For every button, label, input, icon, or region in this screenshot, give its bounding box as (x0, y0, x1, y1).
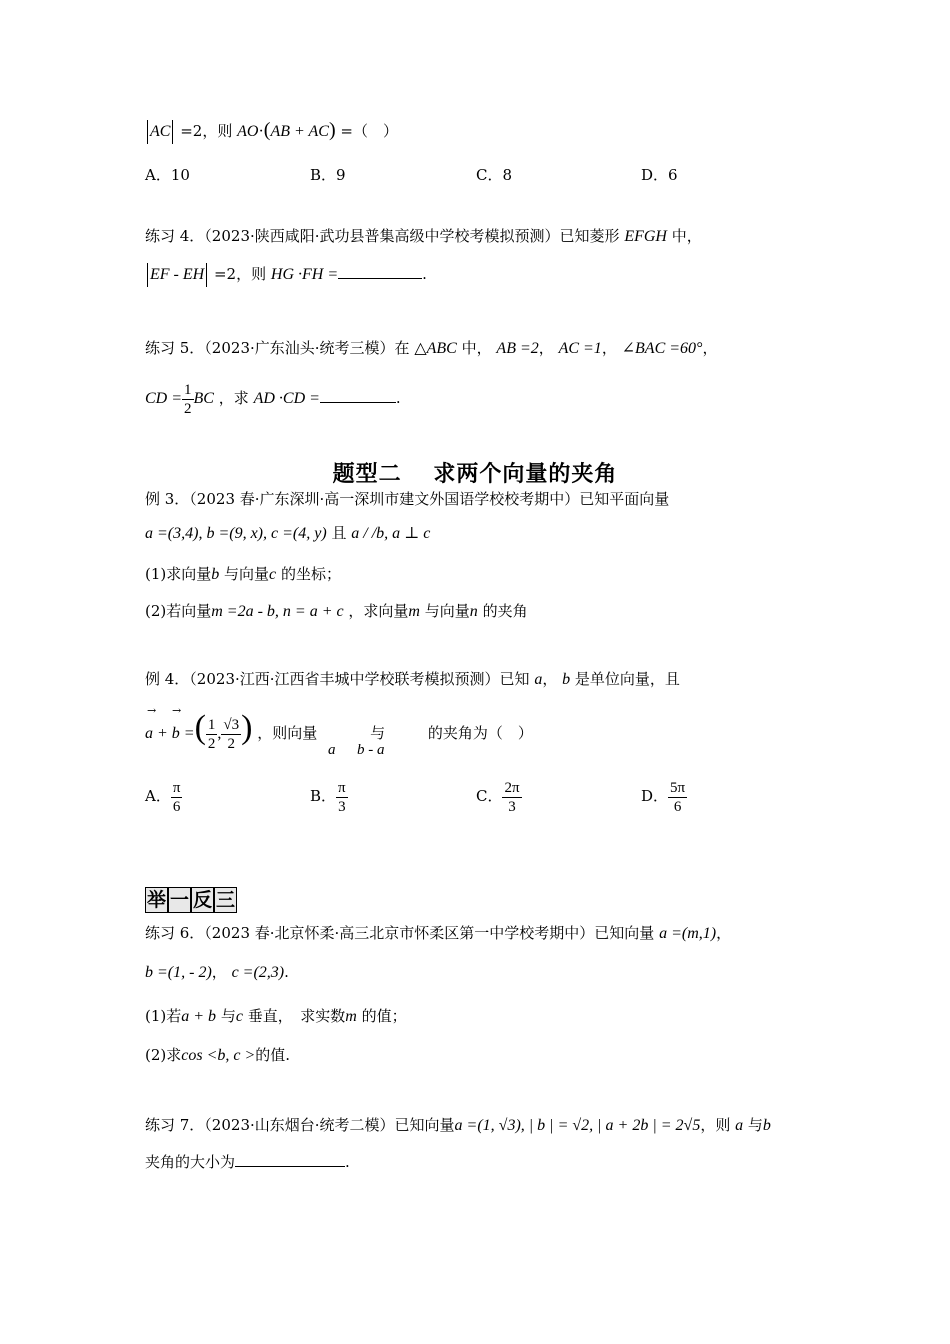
ex4-label: 练习 4．（2023·陕西咸阳·武功县普集高级中学校考模拟预测）已知菱形 (145, 227, 620, 245)
fraction (221, 716, 241, 753)
text: . (395, 389, 401, 407)
text: ， (542, 670, 558, 688)
text: (1)若 (145, 1007, 182, 1025)
fraction (668, 779, 687, 816)
text: 的夹角 (482, 602, 528, 620)
eg3-line1: 例 3．（2023 春·广东深圳·高一深圳市建文外国语学校校考期中）已知平面向量 (145, 490, 670, 508)
eg4-vec-a: a (328, 742, 336, 758)
text: ， (538, 339, 554, 357)
text: 与 (220, 1007, 236, 1025)
fraction (171, 779, 183, 816)
option-letter: A． (145, 787, 171, 805)
vector-arrow-icon: → (172, 704, 182, 717)
eg3-cond: a / /b, a ⊥ c (351, 525, 431, 542)
fraction (502, 779, 521, 816)
text: (2)求 (145, 1046, 182, 1064)
answer-blank[interactable] (320, 388, 396, 403)
frac-num: π (172, 779, 181, 796)
frac-num: π (338, 779, 346, 796)
var-a: a (735, 1117, 744, 1134)
ex4-line2 (145, 263, 427, 287)
boxed-title (145, 887, 237, 913)
option-d: D．6 (641, 166, 678, 184)
ex6-c-expr: c =(2,3) (231, 964, 285, 981)
expr-ab-ac: AB + AC (270, 123, 329, 140)
text: 夹角的大小为 (145, 1153, 236, 1171)
boxed-char: 一 (170, 889, 190, 911)
text: ， (601, 339, 617, 357)
ex6-label: 练习 6．（2023 春·北京怀柔·高三北京市怀柔区第一中学校考期中）已知向量 (145, 924, 655, 942)
option-letter: D． (641, 787, 669, 805)
frac-den: 6 (673, 798, 682, 815)
text: =2，则 (180, 122, 233, 140)
eg4-option-c (476, 776, 522, 816)
option-c: C．8 (476, 166, 513, 184)
ex7-line1 (145, 1115, 771, 1136)
eg4-sum: a + b = (145, 725, 195, 742)
var-n: n (469, 603, 478, 620)
eg3-q1 (145, 564, 341, 585)
ex6-q2-expr: cos <b, c > (181, 1047, 256, 1064)
frac-den: 2 (227, 735, 236, 752)
frac-num: 5π (670, 779, 686, 796)
eg4-line2 (145, 708, 533, 754)
ex5-label: 练习 5．（2023·广东汕头·统考三模）在 (145, 339, 410, 357)
ex5-ab: AB =2 (496, 340, 539, 357)
text: ，则 (700, 1116, 731, 1134)
paren: ( (194, 709, 206, 746)
text: . (422, 265, 427, 283)
text: ，求向量 (348, 602, 409, 620)
text: . (345, 1153, 350, 1171)
boxed-char: 三 (216, 889, 236, 911)
text: 与 (370, 724, 386, 742)
ex6-q1-expr: a + b (181, 1008, 217, 1025)
ex4-shape: EFGH (624, 228, 667, 245)
frac-den: 3 (508, 798, 516, 815)
frac-num: 1 (184, 381, 192, 398)
eg3-q2-expr: m =2a - b, n = a + c (211, 603, 344, 620)
paren: ( (263, 119, 271, 141)
ex4-abs: EF - EH (150, 266, 205, 283)
text: 的坐标； (280, 565, 341, 583)
frac-num: 2π (504, 779, 520, 796)
expr-ac: AC (150, 123, 171, 140)
text: 与 (747, 1116, 763, 1134)
text: =（ ） (340, 122, 398, 140)
abs-bar (147, 263, 148, 287)
abs-bar (206, 263, 207, 287)
text: 且 (331, 524, 347, 542)
fraction (336, 779, 348, 816)
text: =2，则 (213, 265, 267, 283)
var-c: c (269, 566, 277, 583)
eg3-vectors: a =(3,4), b =(9, x), c =(4, y) (145, 525, 327, 542)
var-c: c (235, 1008, 243, 1025)
eg4-vec-b-minus-a: b - a (357, 742, 385, 758)
fraction (182, 381, 194, 418)
ex4-expr: HG ·FH = (270, 266, 339, 283)
abs-bar (172, 120, 173, 144)
option-letter: B． (310, 787, 337, 805)
ex6-b-expr: b =(1, - 2) (145, 964, 212, 981)
ex5-cd: CD = (145, 390, 183, 407)
var-m: m (408, 603, 420, 620)
option-b: B．9 (310, 166, 346, 184)
top-line (145, 120, 398, 144)
dot: · (258, 123, 264, 140)
text: 与向量 (224, 565, 270, 583)
ex6-line2 (145, 962, 289, 983)
var-m: m (345, 1008, 357, 1025)
ex7-line2 (145, 1152, 350, 1172)
answer-blank[interactable] (235, 1152, 345, 1167)
text: 是单位向量，且 (574, 670, 680, 688)
paren: ) (241, 709, 253, 746)
ex6-q1 (145, 1006, 407, 1027)
text: 与向量 (424, 602, 470, 620)
fraction (206, 716, 218, 753)
frac-num: 1 (207, 716, 216, 733)
frac-den: 2 (184, 400, 192, 417)
paren: ) (328, 119, 336, 141)
ex4-line1 (145, 226, 702, 247)
ex5-angle: ∠BAC =60° (621, 340, 703, 357)
eg4-option-b (310, 776, 348, 816)
var-b: b (562, 671, 571, 688)
option-a: A．10 (145, 166, 190, 184)
frac-den: 2 (207, 735, 216, 752)
ex5-triangle: △ABC (414, 340, 457, 357)
eg3-line2 (145, 523, 430, 544)
ex6-a-expr: a =(m,1) (659, 925, 717, 942)
boxed-char: 举 (147, 889, 167, 911)
frac-den: 6 (172, 798, 181, 815)
text: ，求 (218, 389, 249, 407)
text: ，则向量 (257, 724, 318, 742)
comma: , (217, 725, 222, 742)
var-a: a (534, 671, 543, 688)
section-title: 题型二 求两个向量的夹角 (332, 462, 618, 487)
var-b: b (762, 1117, 771, 1134)
text: 中， (461, 339, 492, 357)
eg4-option-d (641, 776, 687, 816)
var-b: b (211, 566, 220, 583)
ex5-line2 (145, 378, 401, 419)
option-letter: C． (476, 787, 503, 805)
eg3-q2 (145, 601, 528, 622)
text: (1)求向量 (145, 565, 212, 583)
ex6-line1 (145, 923, 731, 944)
text: 垂直， 求实数 (247, 1007, 346, 1025)
eg4-line1 (145, 669, 680, 690)
text: 的夹角为（ ） (427, 724, 533, 742)
frac-num: √3 (223, 716, 240, 733)
ex5-bc: BC (193, 390, 214, 407)
text: 中， (671, 227, 702, 245)
ex7-expr: a =(1, √3), | b | = √2, | a + 2b | = 2√5 (454, 1117, 701, 1134)
ex7-label: 练习 7．（2023·山东烟台·统考二模）已知向量 (145, 1116, 455, 1134)
eg4-label: 例 4．（2023·江西·江西省丰城中学校联考模拟预测）已知 (145, 670, 530, 688)
answer-blank[interactable] (338, 264, 422, 279)
eg4-option-a (145, 776, 182, 816)
expr-ao: AO (237, 123, 259, 140)
ex5-ac: AC =1 (558, 340, 602, 357)
ex6-q2 (145, 1045, 290, 1066)
vector-arrow-icon: → (147, 704, 157, 717)
text: (2)若向量 (145, 602, 212, 620)
text: . (284, 963, 289, 981)
text: 的值； (361, 1007, 407, 1025)
frac-den: 3 (338, 798, 346, 815)
ex5-line1 (145, 338, 717, 359)
text: ， (211, 963, 227, 981)
text: ， (716, 924, 732, 942)
text: 的值. (255, 1046, 291, 1064)
ex5-expr: AD ·CD = (253, 390, 320, 407)
abs-bar (147, 120, 148, 144)
text: ， (702, 339, 718, 357)
boxed-char: 反 (193, 889, 213, 911)
